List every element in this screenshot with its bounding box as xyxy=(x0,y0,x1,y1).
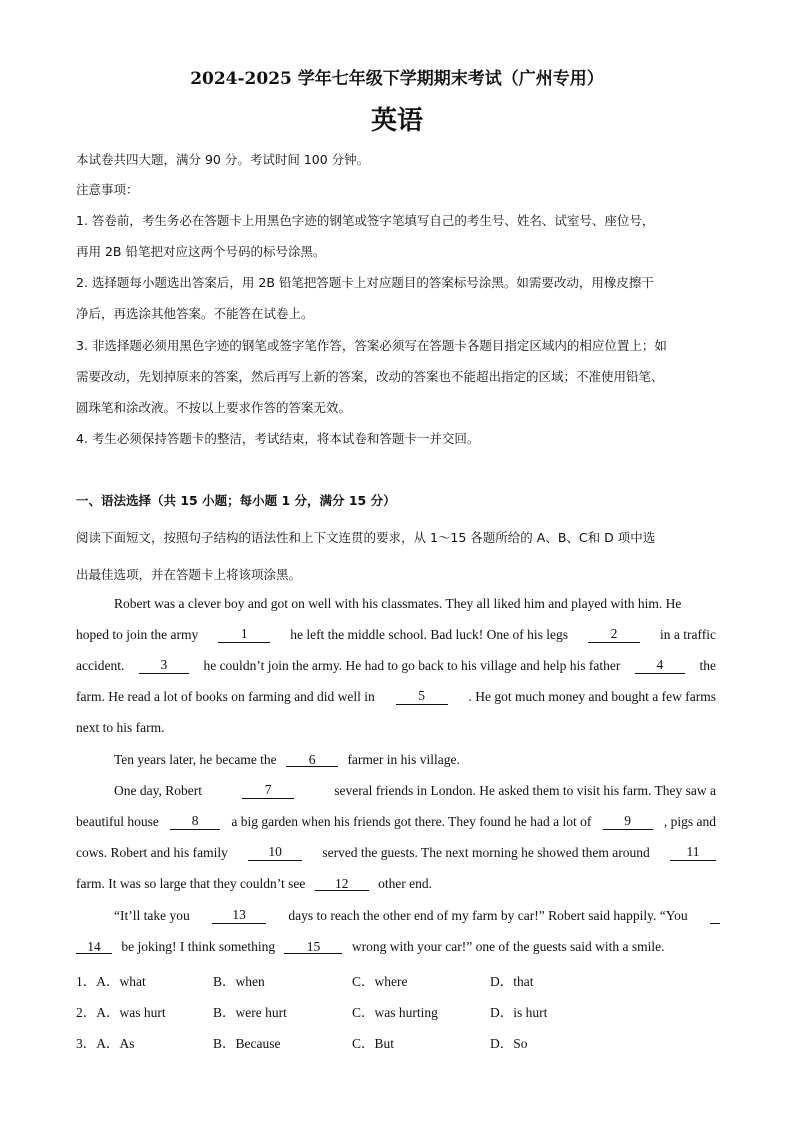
passage-text: the xyxy=(699,658,716,673)
passage-text: . He got much money and bought a few farms xyxy=(468,689,716,704)
blank-4: 4 xyxy=(635,658,685,674)
passage-line xyxy=(114,908,720,924)
notice-2b: 净后，再选涂其他答案。不能答在试卷上。 xyxy=(76,306,314,321)
blank-12: 12 xyxy=(315,877,369,891)
passage-text: farm. He read a lot of books on farming and did well in xyxy=(76,689,375,704)
section-heading: 一、语法选择（共 15 小题；每小题 1 分，满分 15 分） xyxy=(76,493,396,508)
notice-2a: 2. 选择题每小题选出答案后，用 2B 铅笔把答题卡上对应题目的答案标号涂黑。如需要改动，用橡皮擦干 xyxy=(76,275,654,290)
blank-7: 7 xyxy=(242,783,294,799)
passage-line xyxy=(76,658,716,674)
blank-8: 8 xyxy=(170,814,220,830)
blank-15: 15 xyxy=(284,940,342,954)
passage-line xyxy=(76,845,716,861)
option-2a: 2．A．was hurt xyxy=(76,1005,166,1020)
notice-1a: 1. 答卷前，考生务必在答题卡上用黑色字迹的钢笔或签字笔填写自己的考生号、姓名、试室号、座位号， xyxy=(76,213,655,228)
passage-line xyxy=(114,783,716,799)
passage-text: a big garden when his friends got there. They found he had a lot of xyxy=(231,814,592,829)
option-1c: C．where xyxy=(352,974,408,989)
option-2d: D．is hurt xyxy=(490,1005,548,1020)
passage-text: days to reach the other end of my farm by car!” Robert said happily. “You xyxy=(288,908,688,923)
passage-text: other end. xyxy=(378,876,433,891)
option-2b: B．were hurt xyxy=(213,1005,287,1020)
option-3c: C．But xyxy=(352,1036,395,1051)
passage-text: in a traffic xyxy=(659,627,716,642)
notice-1b: 再用 2B 铅笔把对应这两个号码的标号涂黑。 xyxy=(76,244,326,259)
passage-text: hoped to join the army xyxy=(76,627,199,642)
notice-3b: 需要改动，先划掉原来的答案，然后再写上新的答案，改动的答案也不能超出指定的区域；不准使用铅笔、 xyxy=(76,369,664,384)
blank-14: 14 xyxy=(76,940,112,954)
passage-line xyxy=(76,689,716,705)
passage-text: farm. It was so large that they couldn’t see xyxy=(76,876,306,891)
section-direction-a: 阅读下面短文，按照句子结构的语法性和上下文连贯的要求，从 1～15 各题所给的 A、B、C和 D 项中选 xyxy=(76,530,656,545)
passage-text: several friends in London. He asked them to visit his farm. They saw a xyxy=(334,783,716,798)
passage-text: , pigs and xyxy=(663,814,716,829)
section-direction-b: 出最佳选项，并在答题卡上将该项涂黑。 xyxy=(76,567,302,582)
option-3a: 3．A．As xyxy=(76,1036,135,1051)
blank-3: 3 xyxy=(139,658,189,674)
option-1b: B．when xyxy=(213,974,265,989)
passage-line xyxy=(114,752,460,768)
notice-3c: 圆珠笔和涂改液。不按以上要求作答的答案无效。 xyxy=(76,400,352,415)
passage-line: Robert was a clever boy and got on well with his classmates. They all liked him and played with him. He xyxy=(114,596,682,611)
blank-5: 5 xyxy=(396,689,448,705)
intro-text: 本试卷共四大题，满分 90 分。考试时间 100 分钟。 xyxy=(76,152,370,167)
passage-text: wrong with your car!” one of the guests said with a smile. xyxy=(351,939,665,954)
blank-11: 11 xyxy=(670,845,716,861)
blank-6: 6 xyxy=(286,753,338,767)
passage-text: cows. Robert and his family xyxy=(76,845,228,860)
passage-line: next to his farm. xyxy=(76,720,165,735)
passage-line xyxy=(76,627,716,643)
passage-line xyxy=(76,876,432,892)
passage-text: “It’ll take you xyxy=(114,908,190,923)
blank-13: 13 xyxy=(212,908,266,924)
blank-1: 1 xyxy=(218,627,270,643)
option-1d: D．that xyxy=(490,974,534,989)
passage-text: he couldn’t join the army. He had to go back to his village and help his father xyxy=(203,658,621,673)
option-3b: B．Because xyxy=(213,1036,281,1051)
subject-title: 英语 xyxy=(370,106,423,136)
blank-10: 10 xyxy=(248,845,302,861)
option-2c: C．was hurting xyxy=(352,1005,438,1020)
passage-text: farmer in his village. xyxy=(347,752,460,767)
option-3d: D．So xyxy=(490,1036,528,1051)
passage-text: he left the middle school. Bad luck! One of his legs xyxy=(290,627,569,642)
exam-title: 2024-2025 学年七年级下学期期末考试（广州专用） xyxy=(190,69,604,89)
blank-14-start xyxy=(710,908,720,924)
passage-text: served the guests. The next morning he showed them around xyxy=(322,845,650,860)
passage-text: Ten years later, he became the xyxy=(114,752,277,767)
blank-9: 9 xyxy=(603,814,653,830)
option-1a: 1．A．what xyxy=(76,974,146,989)
passage-text: beautiful house xyxy=(76,814,159,829)
notice-label: 注意事项： xyxy=(76,182,139,197)
passage-line xyxy=(76,814,716,830)
notice-4: 4. 考生必须保持答题卡的整洁，考试结束，将本试卷和答题卡一并交回。 xyxy=(76,431,480,446)
passage-line xyxy=(76,939,665,955)
passage-text: accident. xyxy=(76,658,125,673)
passage-text: be joking! I think something xyxy=(121,939,276,954)
blank-2: 2 xyxy=(588,627,640,643)
notice-3a: 3. 非选择题必须用黑色字迹的钢笔或签字笔作答，答案必须写在答题卡各题目指定区域内的相应位置上；如 xyxy=(76,338,667,353)
passage-text: One day, Robert xyxy=(114,783,202,798)
